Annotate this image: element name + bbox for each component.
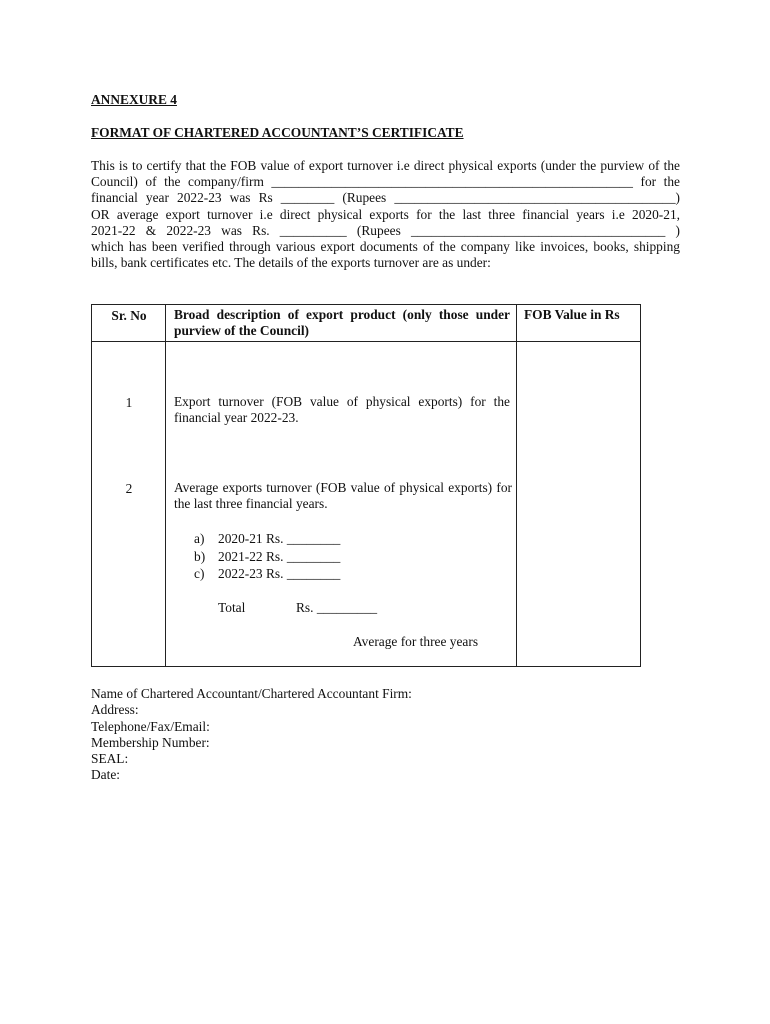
column-divider bbox=[516, 305, 517, 666]
list-item-label: a) bbox=[194, 531, 205, 546]
contact-label: Telephone/Fax/Email: bbox=[91, 718, 210, 734]
export-turnover-table bbox=[91, 304, 641, 667]
header-divider bbox=[92, 341, 640, 342]
intro-paragraph bbox=[91, 158, 680, 271]
address-label: Address: bbox=[91, 702, 139, 718]
row-2-sr: 2 bbox=[125, 481, 133, 496]
list-item-label: c) bbox=[194, 566, 205, 581]
yearly-values-list bbox=[194, 530, 340, 583]
list-item-text: 2022-23 Rs. ________ bbox=[218, 566, 341, 581]
intro-line: which has been verified through various export documents of the company like invoices, books, shipping bbox=[91, 238, 680, 254]
intro-line: Council) of the company/firm ______________________________________________________ for the bbox=[91, 174, 680, 190]
intro-line: This is to certify that the FOB value of export turnover i.e direct physical exports (under the purview of the bbox=[91, 158, 680, 173]
header-description: Broad description of export product (only those under purview of the Council) bbox=[174, 307, 510, 338]
header-fob-value: FOB Value in Rs bbox=[524, 307, 620, 322]
list-item bbox=[194, 565, 340, 583]
date-label: Date: bbox=[91, 767, 120, 783]
certificate-footer bbox=[91, 686, 412, 784]
average-label: Average for three years bbox=[353, 634, 479, 649]
format-title: FORMAT OF CHARTERED ACCOUNTANT’S CERTIFICATE bbox=[91, 125, 464, 140]
list-item bbox=[194, 548, 340, 566]
header-sr-no: Sr. No bbox=[111, 308, 147, 323]
ca-name-label: Name of Chartered Accountant/Chartered Accountant Firm: bbox=[91, 686, 412, 701]
list-item-label: b) bbox=[194, 548, 206, 564]
seal-label: SEAL: bbox=[91, 751, 129, 767]
row-1-description: Export turnover (FOB value of physical exports) for the financial year 2022-23. bbox=[174, 394, 510, 426]
row-2-description: Average exports turnover (FOB value of physical exports) for the last three financial years. bbox=[174, 480, 512, 512]
list-item-text: 2020-21 Rs. ________ bbox=[218, 531, 341, 546]
intro-line: 2021-22 & 2022-23 was Rs. __________ (Rupees ______________________________________ ) bbox=[91, 222, 680, 238]
list-item bbox=[194, 530, 340, 548]
total-label: Total bbox=[218, 600, 246, 615]
intro-line: bills, bank certificates etc. The details of the exports turnover are as under: bbox=[91, 255, 491, 271]
intro-line: OR average export turnover i.e direct physical exports for the last three financial years i.e 2020-21, bbox=[91, 206, 680, 222]
membership-label: Membership Number: bbox=[91, 734, 210, 750]
intro-line: financial year 2022-23 was Rs ________ (Rupees __________________________________________) bbox=[91, 190, 680, 206]
total-value: Rs. _________ bbox=[296, 600, 378, 615]
row-1-sr: 1 bbox=[125, 395, 133, 410]
annexure-title: ANNEXURE 4 bbox=[91, 92, 177, 107]
list-item-text: 2021-22 Rs. ________ bbox=[218, 548, 341, 564]
